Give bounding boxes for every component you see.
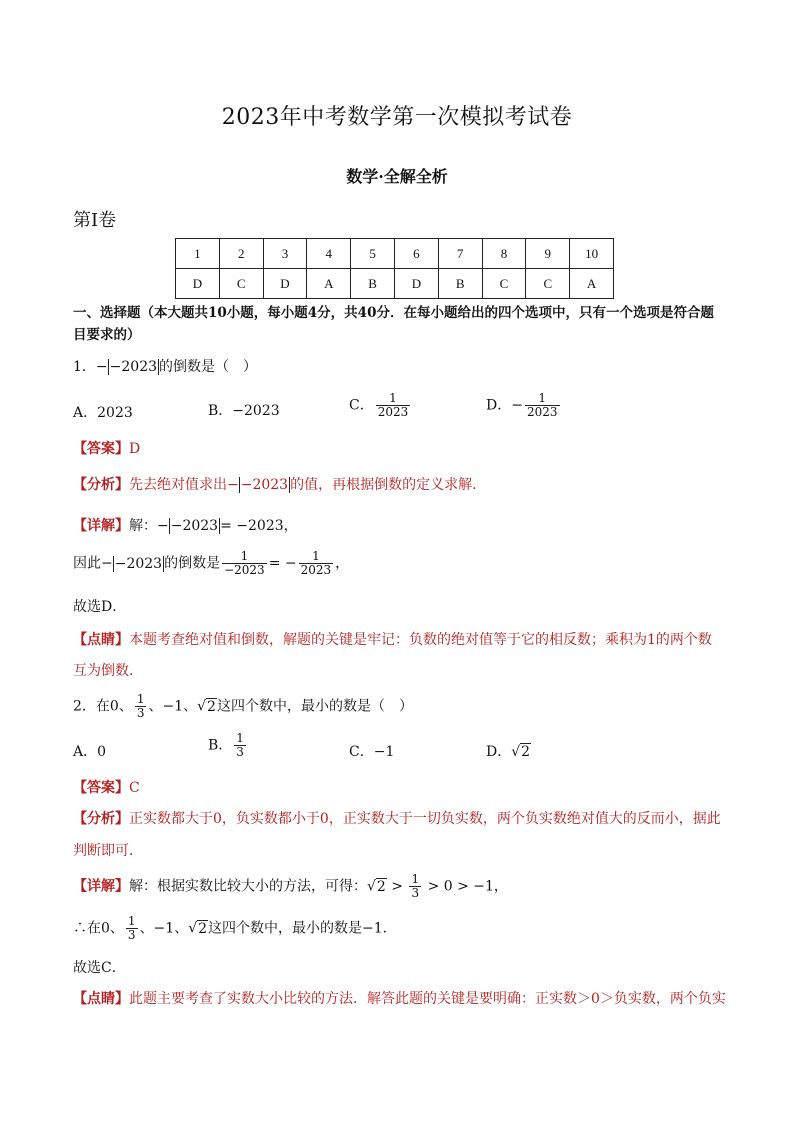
- q1-detail-line-2: [73, 550, 349, 577]
- q2-option-c: [349, 741, 394, 761]
- fraction: [299, 550, 334, 577]
- fraction: [525, 392, 560, 419]
- page-subtitle: 数学·全解全析: [346, 167, 448, 186]
- q1-abs-value: −2023: [109, 359, 158, 375]
- fraction-denominator: −2023: [224, 563, 265, 577]
- option-value: −1: [373, 744, 395, 760]
- sqrt: [206, 699, 217, 715]
- fraction-numerator: 1: [389, 391, 397, 405]
- analysis-text: 正实数都大于0，负实数都小于0，正实数大于一切负实数，两个负实数绝对值大的反而小，据此: [129, 811, 721, 827]
- q2-analysis-line-1: [73, 808, 721, 828]
- q2-number: 2．在0、: [73, 698, 133, 715]
- fraction-denominator: 2023: [300, 563, 332, 577]
- table-cell: B: [438, 269, 482, 299]
- fraction-denominator: 2023: [526, 405, 558, 419]
- q2-option-a: [73, 741, 106, 761]
- sqrt-radicand: 2: [207, 698, 216, 715]
- q2-option-b: [208, 732, 248, 759]
- q1-option-b: [208, 400, 280, 420]
- sqrt: [520, 744, 531, 760]
- option-value: 2023: [97, 405, 133, 421]
- q1-option-d: [486, 392, 562, 419]
- table-cell: D: [176, 269, 220, 299]
- fraction-numerator: 1: [127, 914, 136, 928]
- option-label: C．: [349, 397, 374, 414]
- q1-comment-line-2: 互为倒数．: [73, 663, 143, 679]
- q1-analysis: [73, 474, 486, 494]
- section-heading: 一、选择题（本大题共10小题，每小题4分，共40分．在每小题给出的四个选项中，只有一个选项是符合题目要求的）: [73, 305, 714, 343]
- sqrt: [197, 921, 208, 937]
- q1-option-c: [349, 392, 412, 419]
- q1-detail-line-1: [73, 515, 298, 535]
- comment-tag: 【点睛】: [73, 991, 129, 1007]
- sqrt-radicand: 2: [376, 878, 386, 895]
- q1-number: 1．: [73, 359, 96, 375]
- option-label: A．: [73, 744, 98, 760]
- detail-text: ，: [335, 555, 350, 572]
- analysis-text: 的值，再根据倒数的定义求解．: [290, 477, 487, 493]
- option-value: −2023: [232, 403, 280, 419]
- detail-tag: 【详解】: [73, 878, 129, 895]
- q1-option-a: [73, 402, 133, 422]
- fraction: [376, 392, 411, 419]
- analysis-abs-value: −2023: [240, 477, 289, 493]
- option-label: B．: [208, 403, 233, 419]
- q2-analysis-line-2: 判断即可．: [73, 843, 143, 859]
- comment-text: 此题主要考查了实数大小比较的方法．解答此题的关键是要明确：正实数＞0＞负实数，两个负实: [129, 991, 726, 1007]
- q2-option-d: D．√2: [486, 744, 531, 760]
- fraction-denominator: 3: [411, 886, 420, 900]
- detail-text: > 0 > −1，: [423, 878, 508, 895]
- table-cell: 6: [394, 239, 438, 269]
- fraction-denominator: 3: [127, 928, 136, 942]
- fraction-numerator: 1: [236, 731, 244, 745]
- fraction-numerator: 1: [538, 391, 547, 405]
- fraction: [126, 915, 138, 942]
- table-cell: C: [219, 269, 263, 299]
- q1-options: [73, 391, 723, 432]
- option-label: B．: [208, 737, 233, 754]
- q1-answer: [73, 438, 140, 458]
- detail-text: 这四个数中，最小的数是−1．: [208, 920, 397, 937]
- table-cell: 4: [307, 239, 351, 269]
- detail-abs-value: −2023: [170, 518, 219, 534]
- comment-tag: 【点睛】: [73, 632, 129, 648]
- table-cell: A: [307, 269, 351, 299]
- sqrt: [376, 879, 387, 895]
- q1-stem: [73, 356, 257, 376]
- q1-comment-line-1: [73, 629, 712, 649]
- fraction: [222, 550, 267, 577]
- table-cell: 8: [482, 239, 526, 269]
- q2-detail-line-2: ∴在0、 $\frac{1}{3}$ 、−1、√2这四个数中，最小的数是−1．: [73, 914, 397, 942]
- fraction: [409, 873, 421, 900]
- volume-label: 第Ⅰ卷: [73, 210, 117, 231]
- answer-value: D: [129, 441, 141, 457]
- page-title: 2023年中考数学第一次模拟考试卷: [221, 105, 573, 130]
- detail-text: ∴在0、: [73, 920, 124, 937]
- q2-conclusion: 故选C．: [73, 960, 126, 976]
- table-cell: C: [526, 269, 570, 299]
- fraction-numerator: 1: [136, 692, 145, 706]
- fraction-denominator: 3: [236, 745, 244, 759]
- q2-stem-text: 这四个数中，最小的数是（ ）: [216, 698, 413, 715]
- detail-text: = −: [268, 555, 297, 572]
- q2-options: [73, 733, 723, 767]
- table-cell: 10: [570, 239, 614, 269]
- option-value: 0: [97, 744, 107, 760]
- q1-stem-text: 的倒数是（ ）: [159, 359, 258, 375]
- table-cell: 9: [526, 239, 570, 269]
- q1-conclusion: 故选D．: [73, 599, 127, 615]
- option-label: D．: [486, 744, 512, 760]
- table-cell: 7: [438, 239, 482, 269]
- answer-table-answers-row: [176, 269, 614, 299]
- fraction-denominator: 3: [136, 706, 145, 720]
- table-cell: B: [351, 269, 395, 299]
- sqrt-radicand: 2: [521, 744, 531, 760]
- q2-stem-text: 、−1、: [148, 698, 198, 715]
- detail-text: 解：根据实数比较大小的方法，可得：: [129, 878, 367, 895]
- fraction-numerator: 1: [312, 549, 320, 563]
- detail-tag: 【详解】: [73, 518, 129, 534]
- answer-tag: 【答案】: [73, 441, 129, 457]
- q2-stem: 2．在0、 $\frac{1}{3}$ 、−1、√2这四个数中，最小的数是（ ）: [73, 692, 413, 720]
- answer-table-numbers-row: [176, 239, 614, 269]
- answer-table: [175, 238, 614, 299]
- option-sign: −: [511, 397, 523, 414]
- q2-comment-line-1: [73, 988, 726, 1008]
- table-cell: D: [394, 269, 438, 299]
- q2-detail-line-1: 【详解】解：根据实数比较大小的方法，可得：√2 > $\frac{1}{3}$ > 0 > −1，: [73, 872, 508, 900]
- table-cell: D: [263, 269, 307, 299]
- fraction: [234, 732, 246, 759]
- analysis-tag: 【分析】: [73, 811, 129, 827]
- fraction: [135, 693, 147, 720]
- table-cell: 5: [351, 239, 395, 269]
- answer-tag: 【答案】: [73, 780, 129, 796]
- table-cell: 2: [219, 239, 263, 269]
- table-cell: A: [570, 269, 614, 299]
- option-label: C．: [349, 744, 374, 760]
- detail-text: = −2023，: [220, 518, 298, 534]
- option-label: D．: [486, 397, 512, 414]
- table-cell: 1: [176, 239, 220, 269]
- q1-minus: −: [95, 359, 108, 375]
- comment-text: 本题考查绝对值和倒数，解题的关键是牢记：负数的绝对值等于它的相反数；乘积为1的两个数: [129, 632, 712, 648]
- analysis-text: 先去绝对值求出−: [129, 477, 239, 493]
- table-cell: 3: [263, 239, 307, 269]
- detail-text: >: [386, 878, 408, 895]
- fraction-numerator: 1: [411, 872, 420, 886]
- detail-abs-value: −2023: [114, 555, 163, 572]
- fraction-numerator: 1: [240, 549, 249, 563]
- fraction-denominator: 2023: [377, 405, 409, 419]
- detail-text: 、−1、: [139, 920, 189, 937]
- sqrt-radicand: 2: [198, 920, 208, 937]
- table-cell: C: [482, 269, 526, 299]
- q2-answer: [73, 777, 140, 797]
- detail-text: 解：−: [129, 518, 169, 534]
- option-label: A．: [73, 405, 98, 421]
- analysis-tag: 【分析】: [73, 477, 129, 493]
- detail-text: 因此−: [73, 555, 113, 572]
- detail-text: 的倒数是: [164, 555, 221, 572]
- answer-value: C: [129, 780, 140, 796]
